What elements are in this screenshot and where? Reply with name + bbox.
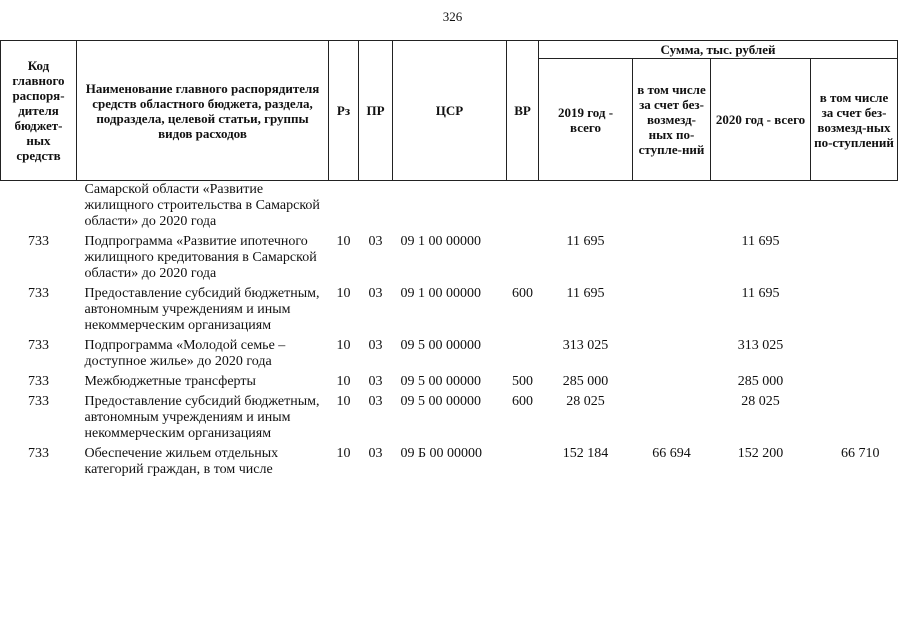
cell-2020-total: 11 695 [741,286,780,301]
header-sum-title: Сумма, тыс. рублей [539,41,898,59]
cell-2020-grants [811,394,898,446]
cell-pr: 03 [368,338,383,353]
page-number: 326 [442,9,463,24]
cell-rz [329,181,359,235]
cell-2019-grants [633,338,711,374]
cell-code: 733 [28,338,49,353]
cell-vr [507,338,539,374]
cell-code: 733 [28,446,49,461]
cell-code: 733 [28,394,49,409]
cell-2019-total: 11 695 [566,234,605,249]
cell-2020-total [711,181,811,235]
table-row [1,394,898,446]
header-2019-total: 2019 год - всего [539,59,633,181]
cell-rz: 10 [336,446,351,461]
cell-2020-total: 152 200 [737,446,784,461]
cell-name: Предоставление субсидий бюджетным, автономным учреждениям и иным некоммерческим организациям [84,286,320,333]
cell-2020-total: 28 025 [741,394,780,409]
header-pr: ПР [359,41,393,181]
cell-vr [507,181,539,235]
table-header [1,41,898,181]
cell-vr: 500 [512,374,533,389]
header-code: Код главного распоря-дителя бюджет-ных средств [1,41,77,181]
cell-code: 733 [28,286,49,301]
cell-rz: 10 [336,234,351,249]
cell-pr: 03 [368,286,383,301]
cell-2020-grants [811,374,898,394]
cell-csr: 09 5 00 00000 [400,394,481,409]
cell-2020-grants [811,338,898,374]
cell-vr: 600 [512,286,533,301]
cell-rz: 10 [336,394,351,409]
cell-2019-total: 11 695 [566,286,605,301]
cell-pr: 03 [368,234,383,249]
header-2020-grants: в том числе за счет без-возмезд-ных по-ступлений [811,59,898,181]
cell-2020-grants [811,234,898,286]
cell-csr: 09 Б 00 00000 [400,446,483,461]
table-row [1,286,898,338]
cell-rz: 10 [336,374,351,389]
cell-2020-total: 285 000 [737,374,784,389]
cell-rz: 10 [336,286,351,301]
cell-2020-grants: 66 710 [841,446,880,461]
cell-pr [359,181,393,235]
cell-2020-grants [811,286,898,338]
cell-2019-grants [633,394,711,446]
cell-name: Предоставление субсидий бюджетным, автономным учреждениям и иным некоммерческим организациям [84,394,320,441]
cell-2019-grants [633,234,711,286]
cell-2019-grants [633,286,711,338]
table-row [1,446,898,482]
cell-csr: 09 5 00 00000 [400,374,481,389]
cell-2019-total: 313 025 [562,338,609,353]
header-csr: ЦСР [393,41,507,181]
table-body [1,181,898,483]
cell-name: Межбюджетные трансферты [84,374,256,389]
cell-name: Самарской области «Развитие жилищного строительства в Самарской области» до 2020 года [84,182,320,229]
cell-vr [507,446,539,482]
cell-name: Обеспечение жильем отдельных категорий граждан, в том числе [84,446,279,477]
cell-2019-grants: 66 694 [652,446,691,461]
cell-vr: 600 [512,394,533,409]
cell-2019-total: 152 184 [562,446,609,461]
table-row [1,338,898,374]
cell-pr: 03 [368,394,383,409]
cell-csr [393,181,507,235]
cell-rz: 10 [336,338,351,353]
table-row [1,234,898,286]
cell-csr: 09 1 00 00000 [400,234,481,249]
cell-2020-total: 313 025 [737,338,784,353]
header-name: Наименование главного распорядителя средств областного бюджета, раздела, подраздела, целевой статьи, группы видов расходов [77,41,329,181]
cell-2019-grants [633,181,711,235]
cell-2020-total: 11 695 [741,234,780,249]
cell-pr: 03 [368,446,383,461]
header-2020-total: 2020 год - всего [711,59,811,181]
cell-vr [507,234,539,286]
budget-table [0,40,898,482]
cell-2020-grants [811,181,898,235]
table-row [1,374,898,394]
cell-csr: 09 1 00 00000 [400,286,481,301]
header-vr: ВР [507,41,539,181]
cell-code: 733 [28,234,49,249]
cell-name: Подпрограмма «Молодой семье – доступное жилье» до 2020 года [84,338,286,369]
cell-2019-total: 28 025 [566,394,605,409]
cell-2019-total: 285 000 [562,374,609,389]
cell-csr: 09 5 00 00000 [400,338,481,353]
cell-2019-grants [633,374,711,394]
table-row [1,181,898,235]
cell-code [1,181,77,235]
cell-name: Подпрограмма «Развитие ипотечного жилищного кредитования в Самарской области» до 2020 года [84,234,317,281]
header-rz: Рз [329,41,359,181]
header-2019-grants: в том числе за счет без-возмезд-ных по-ступле-ний [633,59,711,181]
cell-pr: 03 [368,374,383,389]
cell-code: 733 [28,374,49,389]
cell-2019-total [539,181,633,235]
